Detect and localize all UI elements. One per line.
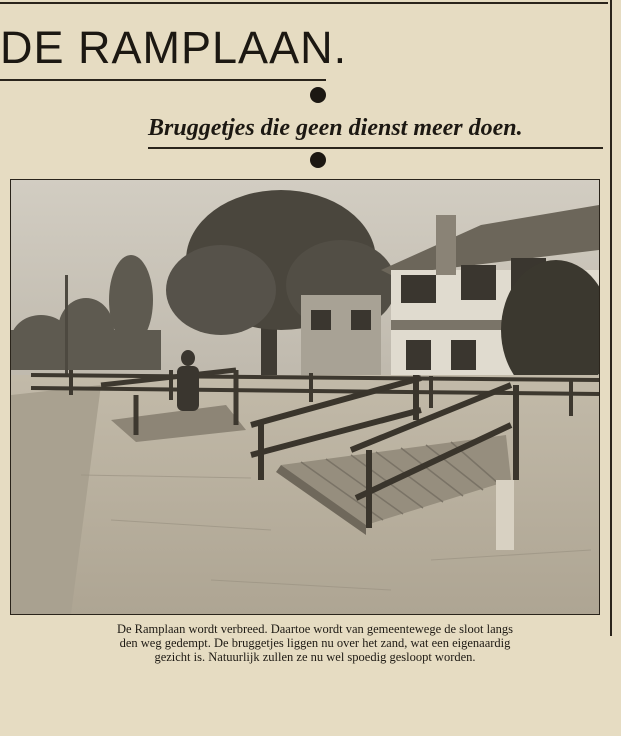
- caption-line: den weg gedempt. De bruggetjes liggen nu over het zand, wat een eigenaardig: [119, 636, 511, 651]
- top-border-rule: [0, 2, 608, 4]
- caption-line: De Ramplaan wordt verbreed. Daartoe wordt van gemeentewege de sloot langs: [116, 622, 514, 636]
- headline-underline: [0, 79, 326, 81]
- photo-illustration: [11, 180, 599, 614]
- column-divider-rule: [610, 0, 612, 636]
- photo-pole: [65, 275, 68, 375]
- subheadline: Bruggetjes die geen dienst meer doen.: [148, 115, 523, 141]
- ornament-dot-top: [310, 87, 326, 103]
- headline: DE RAMPLAAN.: [0, 22, 348, 73]
- caption-line: gezicht is. Natuurlijk zullen ze nu wel spoedig gesloopt worden.: [154, 650, 476, 665]
- ornament-dot-bottom: [310, 152, 326, 168]
- photo-caption: [30, 622, 600, 665]
- subheadline-underline: [148, 147, 603, 149]
- news-photo: [10, 179, 600, 615]
